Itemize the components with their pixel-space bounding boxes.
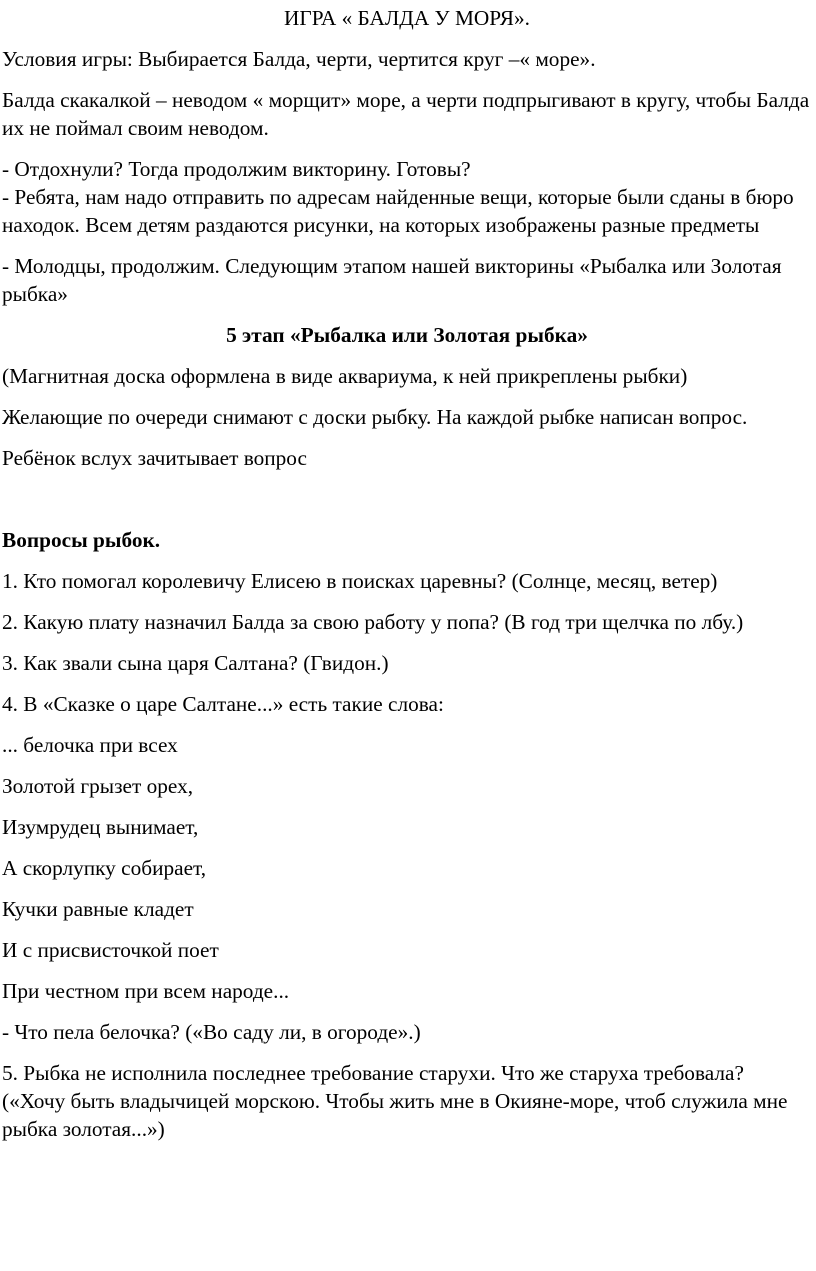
poem-line: И с присвисточкой поет [2, 938, 219, 962]
poem-line: При честном при всем народе... [2, 979, 290, 1003]
question-1: 1. Кто помогал королевичу Елисею в поисках царевны? (Солнце, месяц, ветер) [2, 569, 718, 593]
dialog-next-stage: - Молодцы, продолжим. Следующим этапом нашей викторины «Рыбалка или Золотая рыбка» [2, 254, 782, 306]
take-fish-instruction: Желающие по очереди снимают с доски рыбку. На каждой рыбке написан вопрос. [2, 405, 748, 429]
question-3: 3. Как звали сына царя Салтана? (Гвидон.) [2, 651, 389, 675]
question-5: 5. Рыбка не исполнила последнее требование старухи. Что же старуха требовала? («Хочу быть владычицей морскою. Чтобы жить мне в Окияне-море, чтоб служила мне рыбка золотая...») [2, 1061, 788, 1141]
question-4-question: - Что пела белочка? («Во саду ли, в огороде».) [2, 1020, 421, 1044]
poem-line: А скорлупку собирает, [2, 856, 207, 880]
read-aloud-instruction: Ребёнок вслух зачитывает вопрос [2, 446, 307, 470]
question-2: 2. Какую плату назначил Балда за свою работу у попа? (В год три щелчка по лбу.) [2, 610, 744, 634]
poem-line: Кучки равные кладет [2, 897, 194, 921]
stage-heading: 5 этап «Рыбалка или Золотая рыбка» [226, 323, 588, 347]
poem-line: Золотой грызет орех, [2, 774, 194, 798]
poem-line: Изумрудец вынимает, [2, 815, 199, 839]
poem-line: ... белочка при всех [2, 733, 178, 757]
dialog-lost-found: - Ребята, нам надо отправить по адресам найденные вещи, которые были сданы в бюро находок. Всем детям раздаются рисунки, на которых изображены разные предметы [2, 185, 794, 237]
dialog-rest: - Отдохнули? Тогда продолжим викторину. Готовы? [2, 157, 471, 181]
question-4-intro: 4. В «Сказке о царе Салтане...» есть такие слова: [2, 692, 444, 716]
questions-heading: Вопросы рыбок. [2, 528, 161, 552]
game-conditions: Условия игры: Выбирается Балда, черти, чертится круг –« море». [2, 47, 596, 71]
board-note: (Магнитная доска оформлена в виде аквариума, к ней прикреплены рыбки) [2, 364, 688, 388]
game-title: ИГРА « БАЛДА У МОРЯ». [284, 6, 530, 30]
balda-rules: Балда скакалкой – неводом « морщит» море, а черти подпрыгивают в кругу, чтобы Балда их не поймал своим неводом. [2, 88, 810, 140]
